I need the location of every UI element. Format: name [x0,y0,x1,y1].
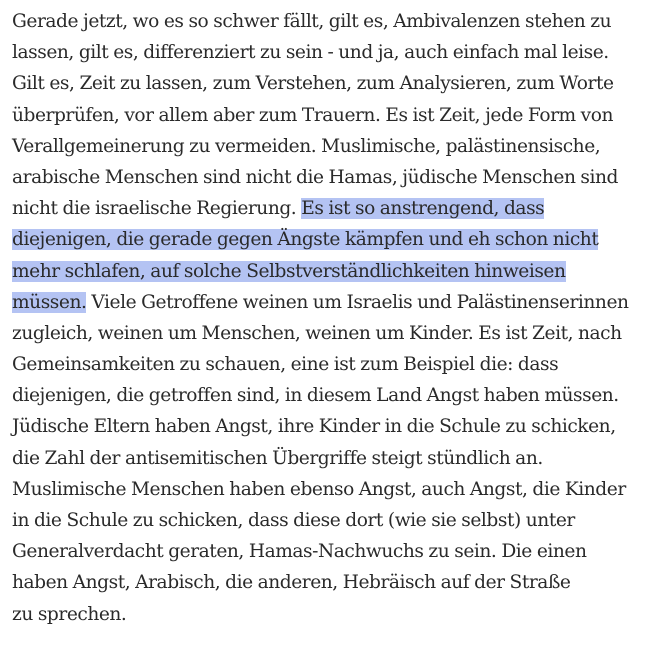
text-line: überprüfen, vor allem aber zum Trauern. Es ist Zeit, jede Form von [12,104,614,126]
text-line: Gemeinsamkeiten zu schauen, eine ist zum Beispiel die: dass [12,354,559,376]
text-line: zu sprechen. [12,603,127,625]
text-line: Verallgemeinerung zu vermeiden. Muslimische, palästinensische, [12,135,601,157]
text-line: Gilt es, Zeit zu lassen, zum Verstehen, zum Analysieren, zum Worte [12,73,614,95]
text-line: müssen. Viele Getroffene weinen um Israelis und Palästinenserinnen [12,291,629,313]
text-line: Jüdische Eltern haben Angst, ihre Kinder in die Schule zu schicken, [12,416,616,438]
selected-text[interactable]: diejenigen, die gerade gegen Ängste kämpfen und eh schon nicht [12,229,599,251]
text-line: diejenigen, die getroffen sind, in diesem Land Angst haben müssen. [12,385,619,407]
selected-text[interactable]: mehr schlafen, auf solche Selbstverständlichkeiten hinweisen [12,260,566,282]
text-line: Gerade jetzt, wo es so schwer fällt, gilt es, Ambivalenzen stehen zu [12,11,612,32]
article-paragraph [12,6,662,630]
text-line [12,256,662,287]
text-line: in die Schule zu schicken, dass diese dort (wie sie selbst) unter [12,510,575,531]
text-line: Generalverdacht geraten, Hamas-Nachwuchs zu sein. Die einen [12,541,587,563]
selected-text[interactable]: müssen. [12,291,87,313]
text-line [12,224,662,255]
text-line: lassen, gilt es, differenziert zu sein - und ja, auch einfach mal leise. [12,42,609,64]
text-line: arabische Menschen sind nicht die Hamas, jüdische Menschen sind [12,166,618,188]
text-line: nicht die israelische Regierung. Es ist so anstrengend, dass [12,198,545,220]
text-line: Muslimische Menschen haben ebenso Angst, auch Angst, die Kinder [12,478,626,500]
text-line: die Zahl der antisemitischen Übergriffe steigt stündlich an. [12,447,543,469]
text-line: haben Angst, Arabisch, die anderen, Hebräisch auf der Straße [12,572,571,594]
selected-text[interactable]: Es ist so anstrengend, dass [301,198,545,220]
text-line: zugleich, weinen um Menschen, weinen um Kinder. Es ist Zeit, nach [12,322,622,344]
